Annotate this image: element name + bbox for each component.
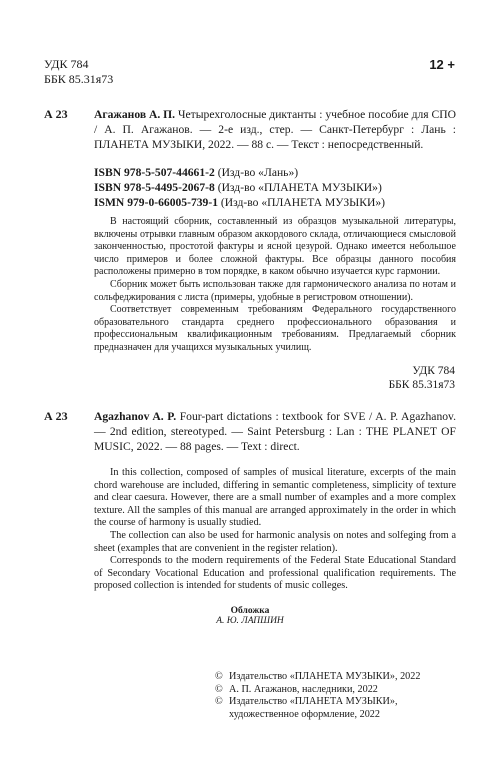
en-annotation-paragraph: The collection can also be used for harmonic analysis on notes and solfeging from a sheet (examples that are convenient in the register relation).: [94, 529, 456, 554]
classification-codes: [44, 57, 113, 87]
age-rating: 12 +: [429, 57, 455, 72]
isbn-label: ISBN: [94, 181, 122, 194]
cover-label: Обложка: [230, 606, 270, 616]
ru-author: Агажанов А. П.: [94, 108, 176, 121]
cover-credit: [0, 606, 500, 626]
copyright-symbol: ©: [215, 683, 223, 695]
en-author: Agazhanov A. P.: [94, 410, 177, 423]
isbn-row: [94, 180, 464, 195]
isbn-publisher: (Изд-во «Лань»): [217, 166, 299, 179]
copyright-symbol: ©: [215, 671, 223, 682]
en-author-marker: А 23: [44, 409, 68, 423]
copyright-line: [215, 696, 465, 721]
ru-annotation: [94, 216, 456, 355]
isbn-label: ISMN: [94, 196, 125, 209]
isbn-publisher: (Изд-во «ПЛАНЕТА МУЗЫКИ»): [220, 196, 386, 209]
bbk-code: ББК 85.31я73: [388, 379, 455, 391]
en-annotation: [94, 467, 456, 593]
isbn-row: [94, 165, 464, 180]
isbn-number: 978-5-507-44661-2: [123, 166, 215, 179]
udk-code: УДК 784: [412, 365, 455, 377]
copyright-symbol: ©: [215, 696, 223, 707]
ru-bibliographic-description: [94, 107, 456, 152]
isbn-number: 979-0-66005-739-1: [127, 196, 218, 209]
ru-annotation-paragraph: Соответствует современным требованиям Федерального государственного образовательного стандарта среднего профессионального образования и профессиональным квалификационным требованиям. Предлагаемый сборник предназначен для учащихся музыкальных училищ.: [94, 304, 456, 353]
en-description: Four-part dictations : textbook for SVE / A. P. Agazhanov. — 2nd edition, stereotyped. — Saint Petersburg : Lan : THE PLANET OF MUSIC, 2022. — 88 pages. — Text : direct.: [94, 410, 456, 453]
ru-annotation-paragraph: В настоящий сборник, составленный из образцов музыкальной литературы, включены отрывки главным образом аккордового склада, отличающиеся смысловой законченностью, простотой фактуры и ясной цезурой. Однако имеется небольшое число примеров и более сложной фактуры. Все образцы данного пособия расположены примерно в том порядке, в каком обычно изучается курс гармонии.: [94, 216, 456, 278]
copyright-line: [215, 684, 465, 697]
ru-author-marker: А 23: [44, 107, 68, 121]
copyright-text: А. П. Агажанов, наследники, 2022: [229, 683, 378, 695]
en-annotation-paragraph: Corresponds to the modern requirements of the Federal State Educational Standard of Secondary Vocational Education and professional qualification requirements. The proposed collection is intended for students of music colleges.: [94, 555, 456, 592]
ru-classification-codes: [389, 364, 455, 392]
copyright-block: [215, 671, 465, 721]
udk-code: УДК 784: [44, 57, 89, 71]
isbn-row: [94, 195, 464, 210]
cover-artist: А. Ю. ЛАПШИН: [216, 616, 284, 626]
copyright-text: Издательство «ПЛАНЕТА МУЗЫКИ», художественное оформление, 2022: [229, 696, 398, 720]
copyright-line: [215, 671, 465, 684]
isbn-publisher: (Изд-во «ПЛАНЕТА МУЗЫКИ»): [217, 181, 382, 194]
en-bibliographic-description: [94, 409, 456, 454]
copyright-text: Издательство «ПЛАНЕТА МУЗЫКИ», 2022: [229, 671, 421, 682]
isbn-label: ISBN: [94, 166, 122, 179]
isbn-number: 978-5-4495-2067-8: [123, 181, 215, 194]
en-annotation-paragraph: In this collection, composed of samples of musical literature, excerpts of the main chord warehouse are included, differing in semantic completeness, simplicity of texture and clear caesura. However, there are a small number of examples and a more complex texture. All the samples of this manual are arranged approximately in the order in which the course of harmony is usually studied.: [94, 467, 456, 529]
ru-annotation-paragraph: Сборник может быть использован также для гармонического анализа по нотам и сольфеджирования с листа (примеры, удобные в регистровом отношении).: [94, 278, 456, 303]
ru-isbn-list: [94, 165, 464, 210]
bbk-code: ББК 85.31я73: [44, 72, 114, 86]
ru-description: Четырехголосные диктанты : учебное пособие для СПО / А. П. Агажанов. — 2-е изд., стер. — Санкт-Петербург : Лань : ПЛАНЕТА МУЗЫКИ, 2022. — 88 с. — Текст : непосредственный.: [94, 108, 456, 151]
